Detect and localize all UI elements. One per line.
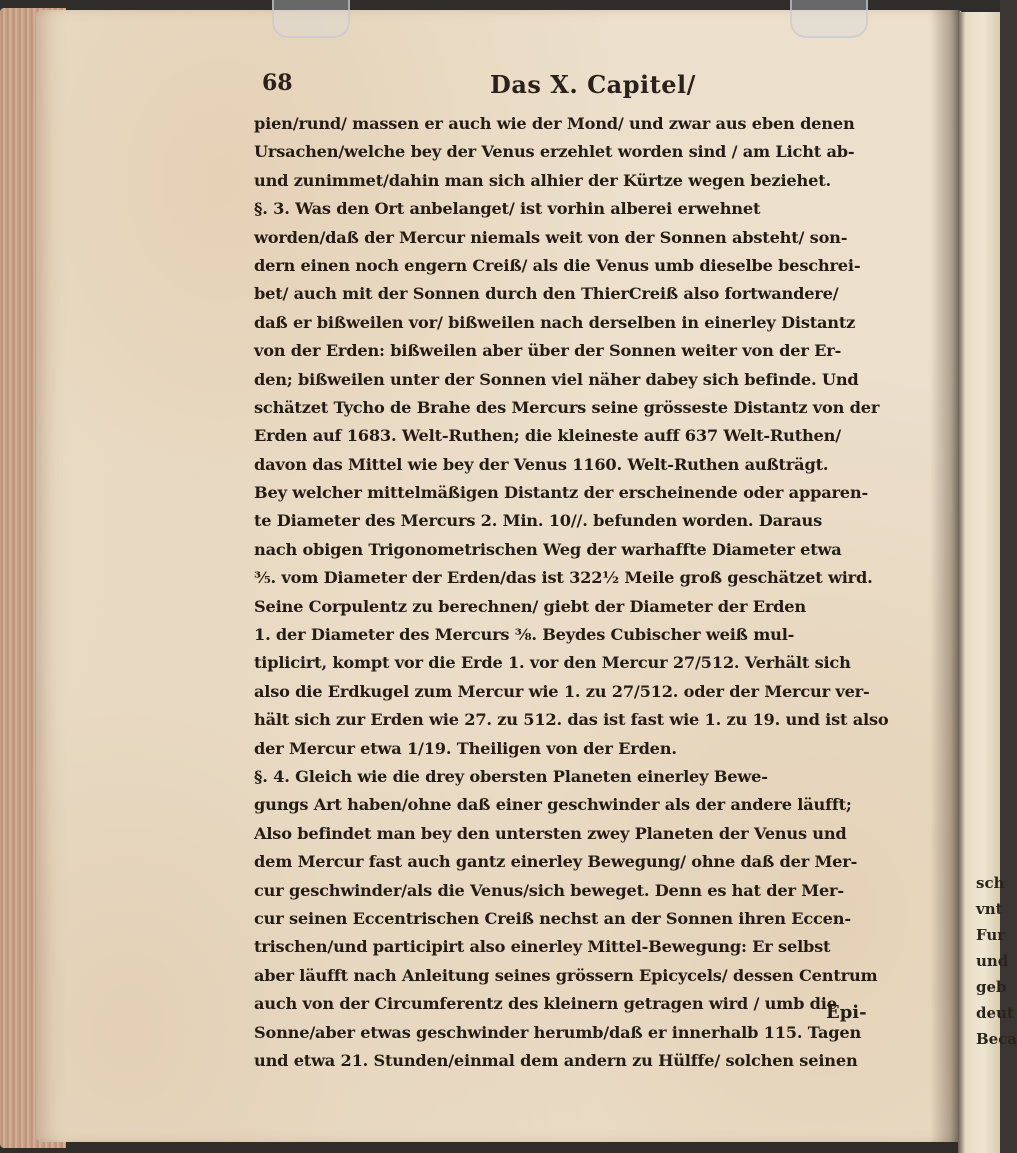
text-line: Sonne/aber etwas geschwinder herumb/daß er innerhalb 115. Tagen bbox=[254, 1022, 862, 1042]
body-text bbox=[254, 110, 889, 1075]
text-line: te Diameter des Mercurs 2. Min. 10//. befunden worden. Daraus bbox=[254, 511, 823, 531]
text-line: Also befindet man bey den untersten zwey Planeten der Venus und bbox=[254, 823, 847, 843]
text-line: Bey welcher mittelmäßigen Distantz der erscheinende oder apparen- bbox=[254, 483, 868, 503]
gutter-shadow bbox=[930, 10, 960, 1142]
text-line: schätzet Tycho de Brahe des Mercurs seine grösseste Distantz von der bbox=[254, 397, 880, 417]
text-line: Ursachen/welche bey der Venus erzehlet worden sind / am Licht ab- bbox=[254, 142, 855, 162]
text-line: daß er bißweilen vor/ bißweilen nach derselben in einerley Distantz bbox=[254, 312, 856, 332]
text-line: pien/rund/ massen er auch wie der Mond/ und zwar aus eben denen bbox=[254, 114, 855, 133]
facing-page-word: und bbox=[976, 952, 1009, 970]
text-line: auch von der Circumferentz des kleinern getragen wird / umb die bbox=[254, 994, 837, 1014]
text-line: den; bißweilen unter der Sonnen viel näher dabey sich befinde. Und bbox=[254, 369, 859, 389]
running-title: Das X. Capitel/ bbox=[490, 70, 696, 99]
text-line: gungs Art haben/ohne daß einer geschwinder als der andere läufft; bbox=[254, 795, 852, 815]
page-clip-left bbox=[272, 0, 350, 38]
text-line: bet/ auch mit der Sonnen durch den ThierCreiß also fortwandere/ bbox=[254, 284, 839, 304]
text-line: §. 4. Gleich wie die drey obersten Planeten einerley Bewe- bbox=[254, 766, 768, 786]
text-line: Erden auf 1683. Welt-Ruthen; die kleineste auff 637 Welt-Ruthen/ bbox=[254, 426, 841, 446]
text-line: der Mercur etwa 1/19. Theiligen von der Erden. bbox=[254, 738, 677, 758]
facing-page-word: Beca bbox=[976, 1030, 1017, 1048]
page-header bbox=[0, 70, 1000, 104]
text-line: §. 3. Was den Ort anbelanget/ ist vorhin alberei erwehnet bbox=[254, 199, 761, 219]
text-line: dem Mercur fast auch gantz einerley Bewegung/ ohne daß der Mer- bbox=[254, 852, 858, 872]
text-line: ⅗. vom Diameter der Erden/das ist 322½ Meile groß geschätzet wird. bbox=[254, 568, 873, 588]
page-number: 68 bbox=[262, 70, 293, 96]
text-line: hält sich zur Erden wie 27. zu 512. das ist fast wie 1. zu 19. und ist also bbox=[254, 710, 889, 730]
text-line: und etwa 21. Stunden/einmal dem andern zu Hülffe/ solchen seinen bbox=[254, 1050, 858, 1070]
page-clip-right bbox=[790, 0, 868, 38]
text-line: cur geschwinder/als die Venus/sich beweget. Denn es hat der Mer- bbox=[254, 880, 844, 900]
text-line: 1. der Diameter des Mercurs ⅜. Beydes Cubischer weiß mul- bbox=[254, 625, 795, 645]
text-line: aber läufft nach Anleitung seines grössern Epicycels/ dessen Centrum bbox=[254, 965, 878, 985]
text-line: davon das Mittel wie bey der Venus 1160. Welt-Ruthen außträgt. bbox=[254, 454, 829, 474]
text-line: dern einen noch engern Creiß/ als die Venus umb dieselbe beschrei- bbox=[254, 255, 861, 275]
catchword: Epi- bbox=[826, 1002, 867, 1023]
text-line: tiplicirt, kompt vor die Erde 1. vor den Mercur 27/512. Verhält sich bbox=[254, 653, 851, 673]
text-line: cur seinen Eccentrischen Creiß nechst an der Sonnen ihren Eccen- bbox=[254, 908, 851, 928]
text-line: Seine Corpulentz zu berechnen/ giebt der Diameter der Erden bbox=[254, 596, 806, 616]
facing-page-fragment bbox=[976, 870, 1017, 1052]
text-line: nach obigen Trigonometrischen Weg der warhaffte Diameter etwa bbox=[254, 539, 842, 559]
facing-page-word: geb bbox=[976, 978, 1007, 996]
facing-page-word: sch bbox=[976, 874, 1005, 892]
text-line: worden/daß der Mercur niemals weit von der Sonnen absteht/ son- bbox=[254, 227, 848, 247]
text-line: trischen/und participirt also einerley Mittel-Bewegung: Er selbst bbox=[254, 937, 831, 957]
text-line: von der Erden: bißweilen aber über der Sonnen weiter von der Er- bbox=[254, 341, 842, 361]
facing-page-word: vnt bbox=[976, 900, 1003, 918]
text-line: also die Erdkugel zum Mercur wie 1. zu 27/512. oder der Mercur ver- bbox=[254, 681, 870, 701]
facing-page-word: deut bbox=[976, 1004, 1014, 1022]
facing-page-word: Fur bbox=[976, 926, 1006, 944]
text-line: und zunimmet/dahin man sich alhier der Kürtze wegen beziehet. bbox=[254, 170, 831, 190]
